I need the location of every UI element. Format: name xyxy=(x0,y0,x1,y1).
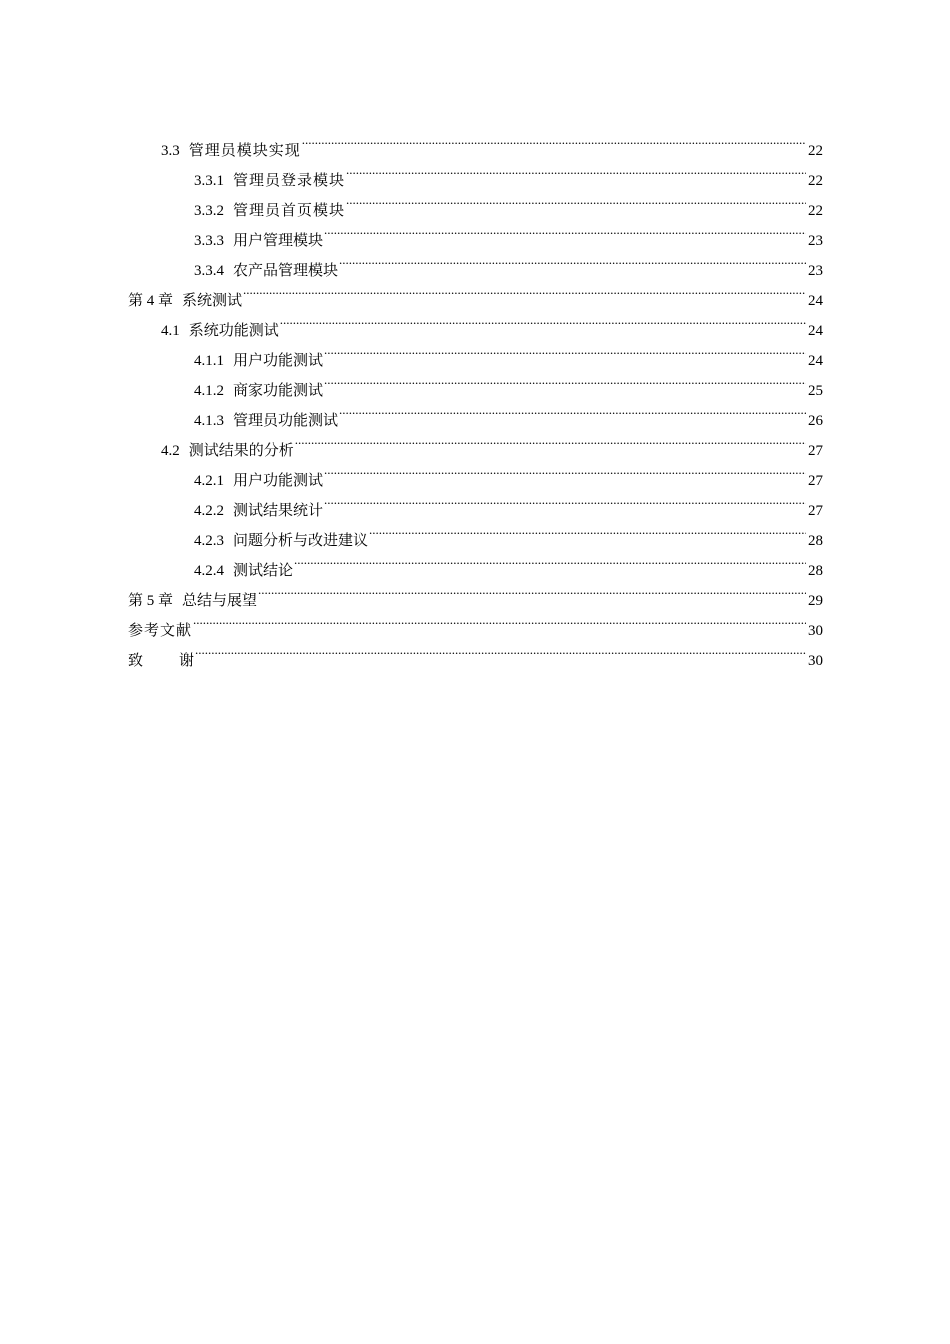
toc-entry-number: 3.3.4 xyxy=(194,263,224,279)
toc-entry-page: 24 xyxy=(808,323,823,339)
toc-entry-page: 22 xyxy=(808,203,823,219)
toc-entry-page: 28 xyxy=(808,563,823,579)
table-of-contents xyxy=(128,125,823,669)
toc-entry-number: 4.2.2 xyxy=(194,503,224,519)
toc-entry-page: 27 xyxy=(808,443,823,459)
toc-entry-title: 测试结论 xyxy=(233,563,294,579)
dot-leader xyxy=(243,275,806,305)
toc-entry-page: 28 xyxy=(808,533,823,549)
toc-entry-title xyxy=(128,646,194,676)
toc-entry-page: 26 xyxy=(808,413,823,429)
toc-entry-number: 4.1 xyxy=(161,323,180,339)
toc-entry-title: 测试结果统计 xyxy=(233,503,324,519)
toc-entry-page: 30 xyxy=(808,653,823,669)
dot-leader xyxy=(302,125,806,155)
dot-leader xyxy=(258,575,806,605)
dot-leader xyxy=(294,545,806,575)
toc-entry[interactable] xyxy=(128,635,823,669)
toc-entry-title-part: 谢 xyxy=(179,653,195,669)
toc-entry-title: 总结与展望 xyxy=(182,593,258,609)
dot-leader xyxy=(195,635,806,665)
dot-leader xyxy=(324,365,806,395)
toc-entry-number: 4.2.4 xyxy=(194,563,224,579)
toc-entry-number: 第 4 章 xyxy=(128,293,174,309)
toc-entry-title: 系统测试 xyxy=(182,293,243,309)
toc-entry-page: 23 xyxy=(808,263,823,279)
toc-entry-title: 用户管理模块 xyxy=(233,233,324,249)
toc-entry-title: 管理员模块实现 xyxy=(188,143,301,159)
dot-leader xyxy=(324,455,806,485)
dot-leader xyxy=(339,395,806,425)
toc-entry-page: 25 xyxy=(808,383,823,399)
toc-entry-title: 系统功能测试 xyxy=(188,323,279,339)
toc-entry-page: 24 xyxy=(808,353,823,369)
dot-leader xyxy=(339,245,806,275)
toc-entry-number: 4.2.3 xyxy=(194,533,224,549)
toc-entry-number: 4.1.2 xyxy=(194,383,224,399)
dot-leader xyxy=(280,305,806,335)
toc-entry-title: 管理员首页模块 xyxy=(233,203,346,219)
toc-entry-page: 22 xyxy=(808,173,823,189)
dot-leader xyxy=(324,335,806,365)
dot-leader xyxy=(324,485,806,515)
dot-leader xyxy=(324,215,806,245)
toc-entry-number: 3.3.3 xyxy=(194,233,224,249)
toc-entry-title: 农产品管理模块 xyxy=(233,263,339,279)
toc-entry-page: 27 xyxy=(808,503,823,519)
toc-entry-title: 参考文献 xyxy=(128,623,193,639)
toc-entry[interactable] xyxy=(128,125,823,159)
toc-entry-number: 4.2.1 xyxy=(194,473,224,489)
dot-leader xyxy=(346,185,806,215)
toc-entry-title: 问题分析与改进建议 xyxy=(233,533,369,549)
toc-entry-page: 27 xyxy=(808,473,823,489)
toc-entry-title: 用户功能测试 xyxy=(233,473,324,489)
toc-entry-page: 30 xyxy=(808,623,823,639)
toc-entry-page: 22 xyxy=(808,143,823,159)
toc-entry-number: 3.3.2 xyxy=(194,203,224,219)
dot-leader xyxy=(193,605,806,635)
toc-entry-title: 管理员功能测试 xyxy=(233,413,339,429)
toc-entry-title: 管理员登录模块 xyxy=(233,173,346,189)
toc-entry-title: 测试结果的分析 xyxy=(188,443,294,459)
toc-entry-title: 用户功能测试 xyxy=(233,353,324,369)
toc-entry-number: 第 5 章 xyxy=(128,593,174,609)
dot-leader xyxy=(346,155,806,185)
toc-entry[interactable] xyxy=(128,605,823,639)
toc-entry-number: 4.2 xyxy=(161,443,180,459)
toc-entry-number: 3.3.1 xyxy=(194,173,224,189)
toc-entry-page: 23 xyxy=(808,233,823,249)
toc-entry-number: 4.1.3 xyxy=(194,413,224,429)
toc-entry-number: 3.3 xyxy=(161,143,180,159)
dot-leader xyxy=(295,425,806,455)
dot-leader xyxy=(369,515,806,545)
toc-entry-number: 4.1.1 xyxy=(194,353,224,369)
toc-entry-title: 商家功能测试 xyxy=(233,383,324,399)
toc-entry-page: 29 xyxy=(808,593,823,609)
toc-entry-title-part: 致 xyxy=(128,653,144,669)
toc-entry-page: 24 xyxy=(808,293,823,309)
